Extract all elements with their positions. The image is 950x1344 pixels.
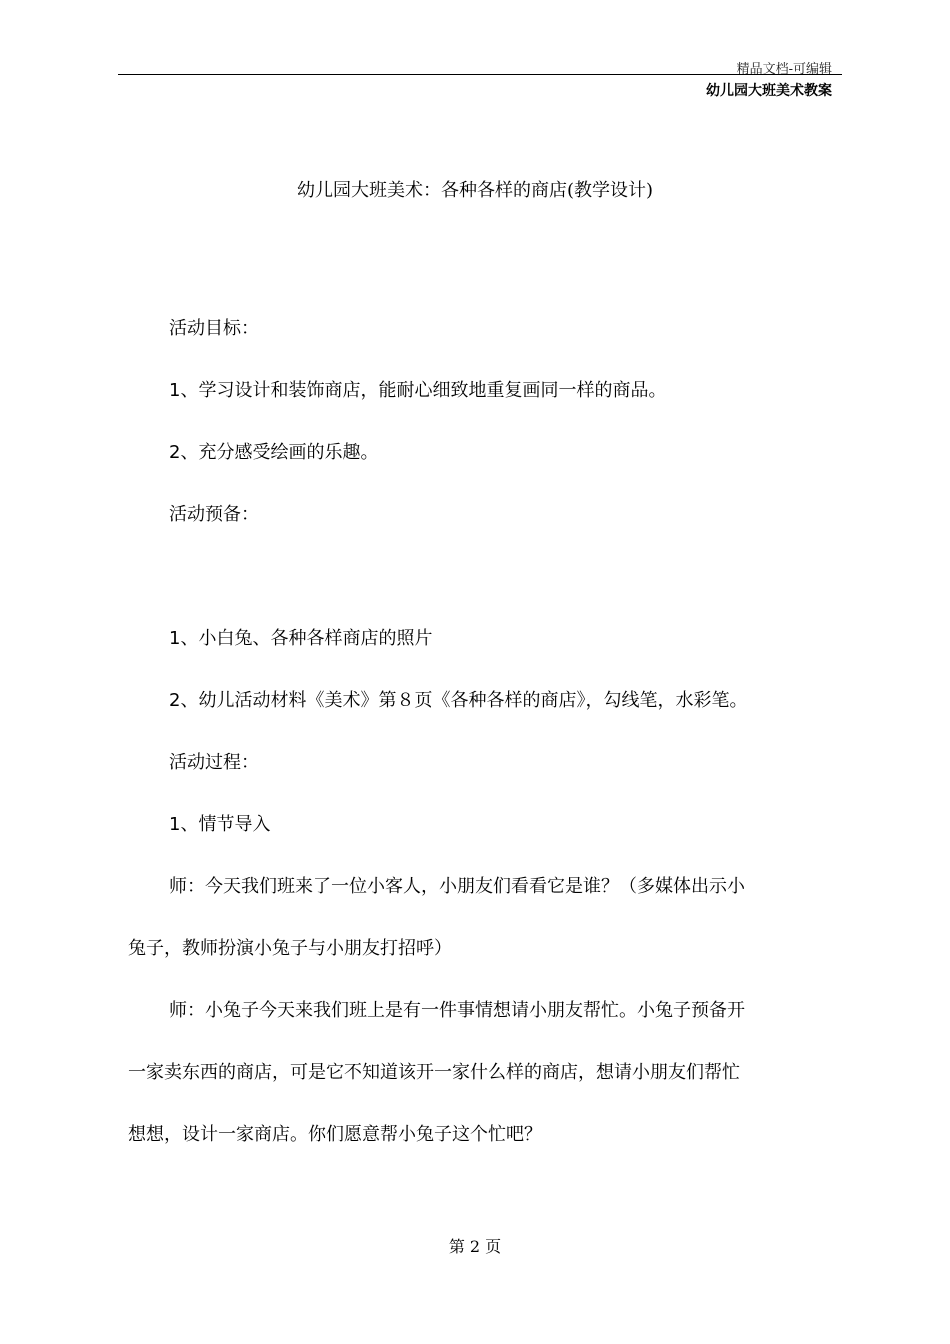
section-heading-goals: 活动目标：	[169, 318, 259, 339]
document-title: 幼儿园大班美术：各种各样的商店(教学设计)	[296, 180, 654, 201]
paragraph-line: 师：今天我们班来了一位小客人，小朋友们看看它是谁？（多媒体出示小	[169, 876, 745, 897]
header-top-text: 精品文档-可编辑	[736, 62, 832, 77]
header-subtitle: 幼儿园大班美术教案	[706, 83, 832, 99]
paragraph-line: 兔子，教师扮演小兔子与小朋友打招呼）	[128, 938, 452, 959]
paragraph-line: 师：小兔子今天来我们班上是有一件事情想请小朋友帮忙。小兔子预备开	[169, 1000, 745, 1021]
paragraph-line: 一家卖东西的商店，可是它不知道该开一家什么样的商店，想请小朋友们帮忙	[128, 1062, 740, 1083]
preparation-item-2: 2、幼儿活动材料《美术》第８页《各种各样的商店》，勾线笔，水彩笔。	[169, 690, 748, 711]
goal-item-1: 1、学习设计和装饰商店，能耐心细致地重复画同一样的商品。	[169, 380, 667, 401]
preparation-item-1: 1、小白兔、各种各样商店的照片	[169, 628, 433, 649]
goal-item-2: 2、充分感受绘画的乐趣。	[169, 442, 379, 463]
section-heading-process: 活动过程：	[169, 752, 259, 773]
section-heading-preparation: 活动预备：	[169, 504, 259, 525]
header-rule	[118, 74, 842, 75]
page-number: 第 2 页	[448, 1237, 502, 1256]
paragraph-line: 想想，设计一家商店。你们愿意帮小兔子这个忙吧？	[128, 1124, 542, 1145]
process-step-1: 1、情节导入	[169, 814, 271, 835]
